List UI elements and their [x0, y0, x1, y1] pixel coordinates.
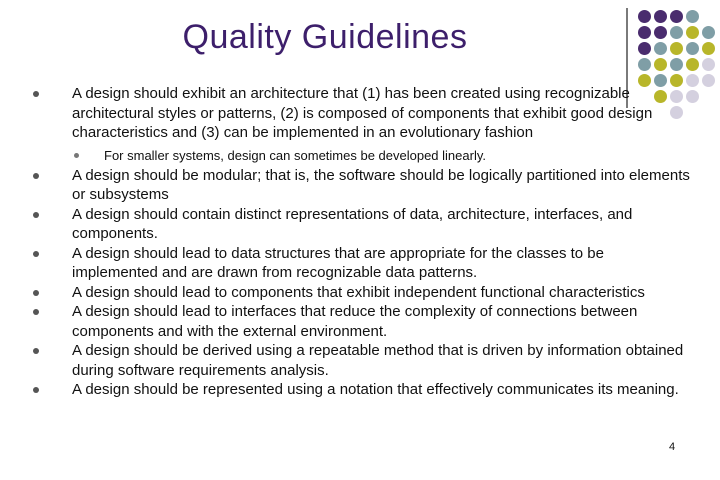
slide-content	[30, 84, 690, 400]
slide-title: Quality Guidelines	[182, 18, 468, 56]
bullet-text: A design should lead to components that exhibit independent functional characteristics	[72, 283, 645, 301]
decorative-dot	[670, 26, 683, 39]
bullet-text: A design should be represented using a notation that effectively communicates its meaning.	[72, 381, 679, 398]
decorative-dot	[686, 58, 699, 71]
decorative-dot	[654, 26, 667, 39]
bullet-text: A design should exhibit an architecture that (1) has been created using recognizable architectural styles or patterns, (2) is composed of components that exhibit good design characteristics and (3) can be implemented in an evolutionary fashion	[72, 85, 653, 141]
bullet-text: A design should lead to interfaces that reduce the complexity of connections between components and with the external environment.	[72, 303, 638, 340]
decorative-dot	[638, 26, 651, 39]
sub-bullet-item	[30, 147, 690, 165]
bullet-text: A design should be derived using a repeatable method that is driven by information obtained during software requirements analysis.	[72, 342, 684, 379]
decorative-dot	[670, 58, 683, 71]
decorative-dot	[638, 58, 651, 71]
decorative-dot	[702, 42, 715, 55]
bullet-text: A design should be modular; that is, the software should be logically partitioned into elements or subsystems	[72, 166, 690, 203]
decorative-dot	[702, 58, 715, 71]
decorative-dot	[654, 58, 667, 71]
bullet-dot-icon	[74, 153, 79, 158]
bullet-item-8	[30, 380, 690, 400]
bullet-item-6	[30, 302, 690, 341]
bullet-text: A design should contain distinct representations of data, architecture, interfaces, and components.	[72, 205, 633, 242]
decorative-dot	[670, 10, 683, 23]
decorative-dot	[702, 10, 715, 23]
page-number: 4	[669, 441, 676, 453]
bullet-dot-icon	[33, 173, 39, 179]
decorative-dot	[702, 90, 715, 103]
decorative-dot	[702, 106, 715, 119]
sub-bullet-text: For smaller systems, design can sometimes be developed linearly.	[104, 147, 486, 163]
decorative-dot	[686, 10, 699, 23]
bullet-dot-icon	[33, 348, 39, 354]
decorative-dot	[686, 42, 699, 55]
decorative-dot	[638, 10, 651, 23]
decorative-dot	[654, 10, 667, 23]
bullet-dot-icon	[33, 290, 39, 296]
bullet-dot-icon	[33, 212, 39, 218]
bullet-item-3	[30, 205, 690, 244]
bullet-item-4	[30, 244, 690, 283]
bullet-dot-icon	[33, 251, 39, 257]
decorative-dot	[638, 42, 651, 55]
decorative-dot	[702, 26, 715, 39]
bullet-item-2	[30, 166, 690, 205]
bullet-dot-icon	[33, 309, 39, 315]
bullet-dot-icon	[33, 387, 39, 393]
decorative-dot	[670, 42, 683, 55]
bullet-text: A design should lead to data structures that are appropriate for the classes to be implemented and are drawn from recognizable data patterns.	[72, 244, 604, 281]
bullet-dot-icon	[33, 91, 39, 97]
bullet-item-7	[30, 341, 690, 380]
bullet-item-1	[30, 84, 690, 143]
decorative-dot	[686, 26, 699, 39]
decorative-dot	[654, 42, 667, 55]
decorative-dot	[702, 74, 715, 87]
bullet-item-5	[30, 283, 690, 303]
